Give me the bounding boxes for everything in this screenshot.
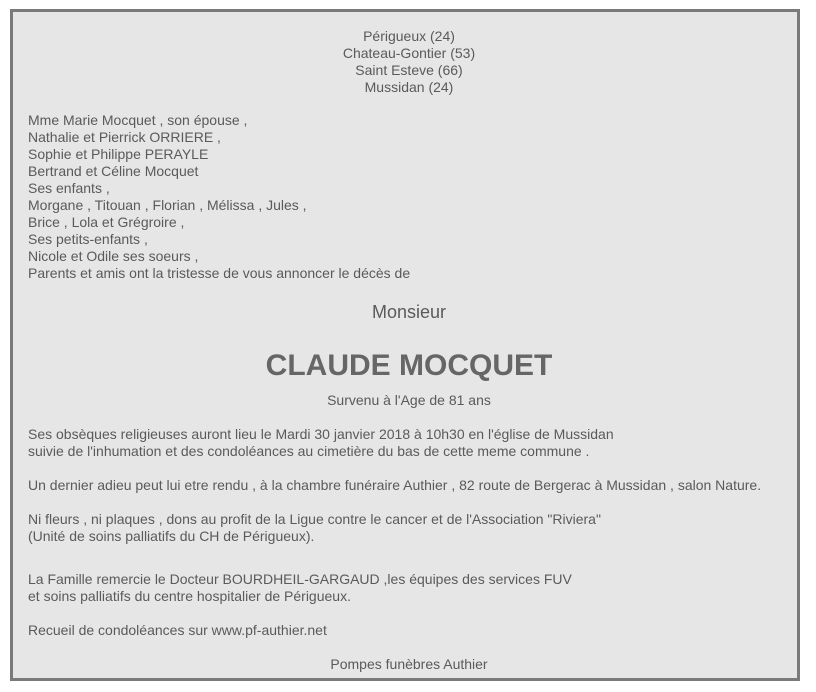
obituary-content <box>28 28 790 673</box>
age-line: Survenu à l'Age de 81 ans <box>327 392 491 408</box>
civility-title: Monsieur <box>371 302 447 322</box>
family-line: Sophie et Philippe PERAYLE <box>28 146 209 162</box>
donations-line: (Unité de soins palliatifs du CH de Périgueux). <box>28 528 315 544</box>
condolences-line: Recueil de condoléances sur www.pf-authier.net <box>28 622 327 638</box>
place-line: Mussidan (24) <box>364 79 454 95</box>
place-line: Périgueux (24) <box>363 28 455 44</box>
funeral-line: suivie de l'inhumation et des condoléances au cimetière du bas de cette meme commune . <box>28 443 590 459</box>
family-line: Brice , Lola et Grégroire , <box>28 214 185 230</box>
donations-line: Ni fleurs , ni plaques , dons au profit de la Ligue contre le cancer et de l'Association "Riviera" <box>28 511 601 527</box>
place-line: Saint Esteve (66) <box>355 62 463 78</box>
thanks-line: La Famille remercie le Docteur BOURDHEIL-GARGAUD ,les équipes des services FUV <box>28 571 572 587</box>
thanks-line: et soins palliatifs du centre hospitalier de Périgueux. <box>28 588 351 604</box>
family-line: Morgane , Titouan , Florian , Mélissa , Jules , <box>28 197 307 213</box>
family-line: Nathalie et Pierrick ORRIERE , <box>28 129 221 145</box>
farewell-paragraph <box>28 477 790 494</box>
funeral-paragraph <box>28 426 790 460</box>
family-line: Mme Marie Mocquet , son épouse , <box>28 112 248 128</box>
family-line: Bertrand et Céline Mocquet <box>28 163 199 179</box>
obituary-card <box>10 9 800 681</box>
place-line: Chateau-Gontier (53) <box>342 45 476 61</box>
donations-paragraph <box>28 511 790 545</box>
family-line: Ses enfants , <box>28 180 110 196</box>
funeral-home-signature: Pompes funèbres Authier <box>330 656 488 672</box>
places-list <box>28 28 790 96</box>
family-line: Ses petits-enfants , <box>28 231 148 247</box>
family-line: Nicole et Odile ses soeurs , <box>28 248 199 264</box>
family-line: Parents et amis ont la tristesse de vous annoncer le décès de <box>28 265 411 281</box>
condolences-paragraph <box>28 622 790 639</box>
funeral-line: Ses obsèques religieuses auront lieu le Mardi 30 janvier 2018 à 10h30 en l'église de Mussidan <box>28 426 614 442</box>
family-list <box>28 112 790 282</box>
deceased-name: CLAUDE MOCQUET <box>265 349 553 382</box>
thanks-paragraph <box>28 571 790 605</box>
farewell-line: Un dernier adieu peut lui etre rendu , à la chambre funéraire Authier , 82 route de Bergerac à Mussidan , salon Nature. <box>28 477 762 493</box>
